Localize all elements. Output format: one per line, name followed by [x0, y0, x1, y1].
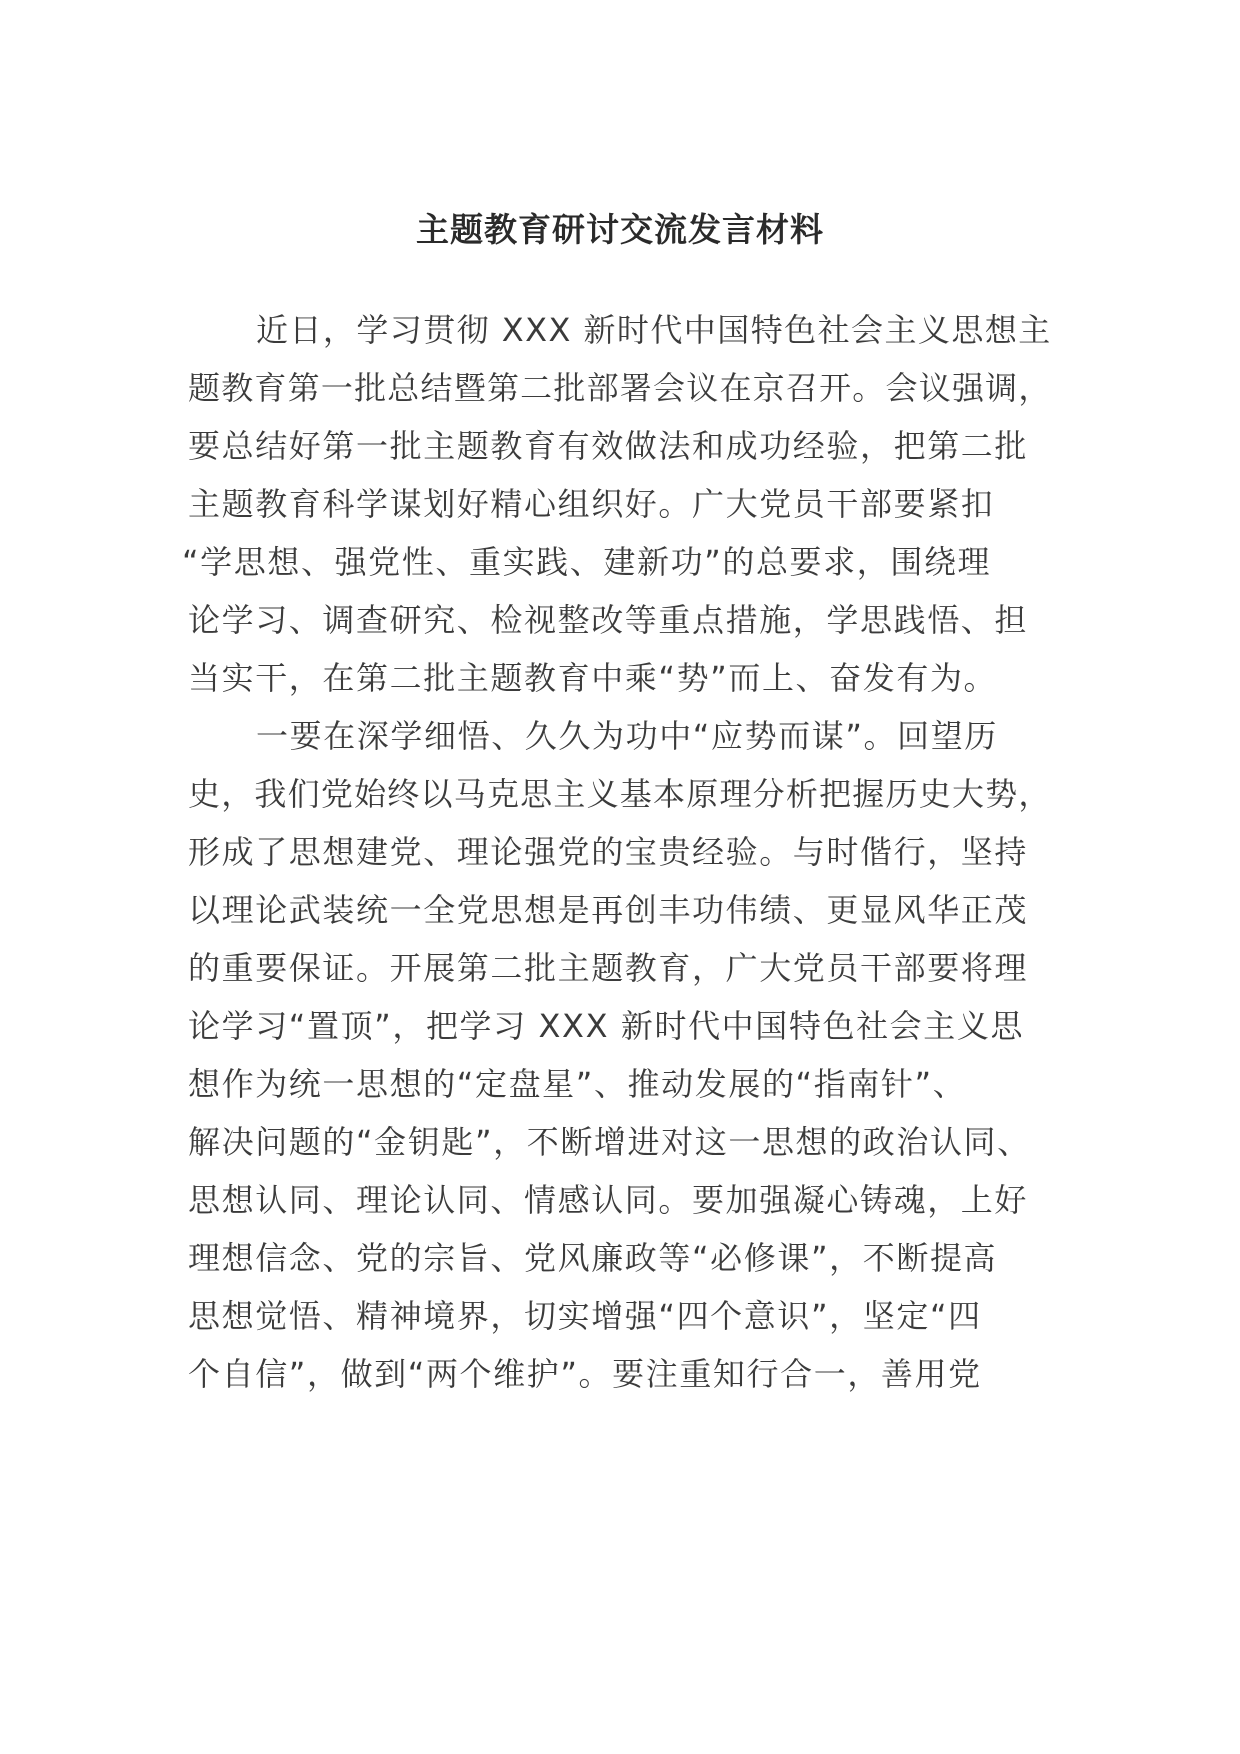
body-line: 想作为统一思想的“定盘星”、推动发展的“指南针”、 — [188, 1065, 967, 1103]
body-line: 理想信念、党的宗旨、党风廉政等“必修课”，不断提高 — [188, 1239, 998, 1277]
body-line: 主题教育科学谋划好精心组织好。广大党员干部要紧扣 — [188, 485, 995, 523]
body-line: 的重要保证。开展第二批主题教育，广大党员干部要将理 — [188, 949, 1029, 987]
body-line: 当实干，在第二批主题教育中乘“势”而上、奋发有为。 — [188, 659, 998, 697]
body-line: 史，我们党始终以马克思主义基本原理分析把握历史大势， — [188, 775, 1052, 813]
body-line: 近日，学习贯彻 XXX 新时代中国特色社会主义思想主 — [256, 311, 1052, 349]
body-line: 论学习“置顶”，把学习 XXX 新时代中国特色社会主义思 — [188, 1007, 1025, 1045]
body-line: “学思想、强党性、重实践、建新功”的总要求，围绕理 — [182, 543, 992, 581]
body-line: 以理论武装统一全党思想是再创丰功伟绩、更显风华正茂 — [188, 891, 1029, 929]
body-line: 解决问题的“金钥匙”，不断增进对这一思想的政治认同、 — [188, 1123, 1031, 1161]
body-line: 一要在深学细悟、久久为功中“应势而谋”。回望历 — [256, 717, 998, 755]
body-line: 个自信”，做到“两个维护”。要注重知行合一，善用党 — [188, 1355, 982, 1393]
body-line: 形成了思想建党、理论强党的宝贵经验。与时偕行，坚持 — [188, 833, 1029, 871]
document-title: 主题教育研讨交流发言材料 — [416, 210, 824, 249]
body-line: 要总结好第一批主题教育有效做法和成功经验，把第二批 — [188, 427, 1029, 465]
body-line: 论学习、调查研究、检视整改等重点措施，学思践悟、担 — [188, 601, 1029, 639]
body-line: 题教育第一批总结暨第二批部署会议在京召开。会议强调， — [188, 369, 1052, 407]
body-line: 思想觉悟、精神境界，切实增强“四个意识”，坚定“四 — [188, 1297, 982, 1335]
body-line: 思想认同、理论认同、情感认同。要加强凝心铸魂，上好 — [188, 1181, 1029, 1219]
